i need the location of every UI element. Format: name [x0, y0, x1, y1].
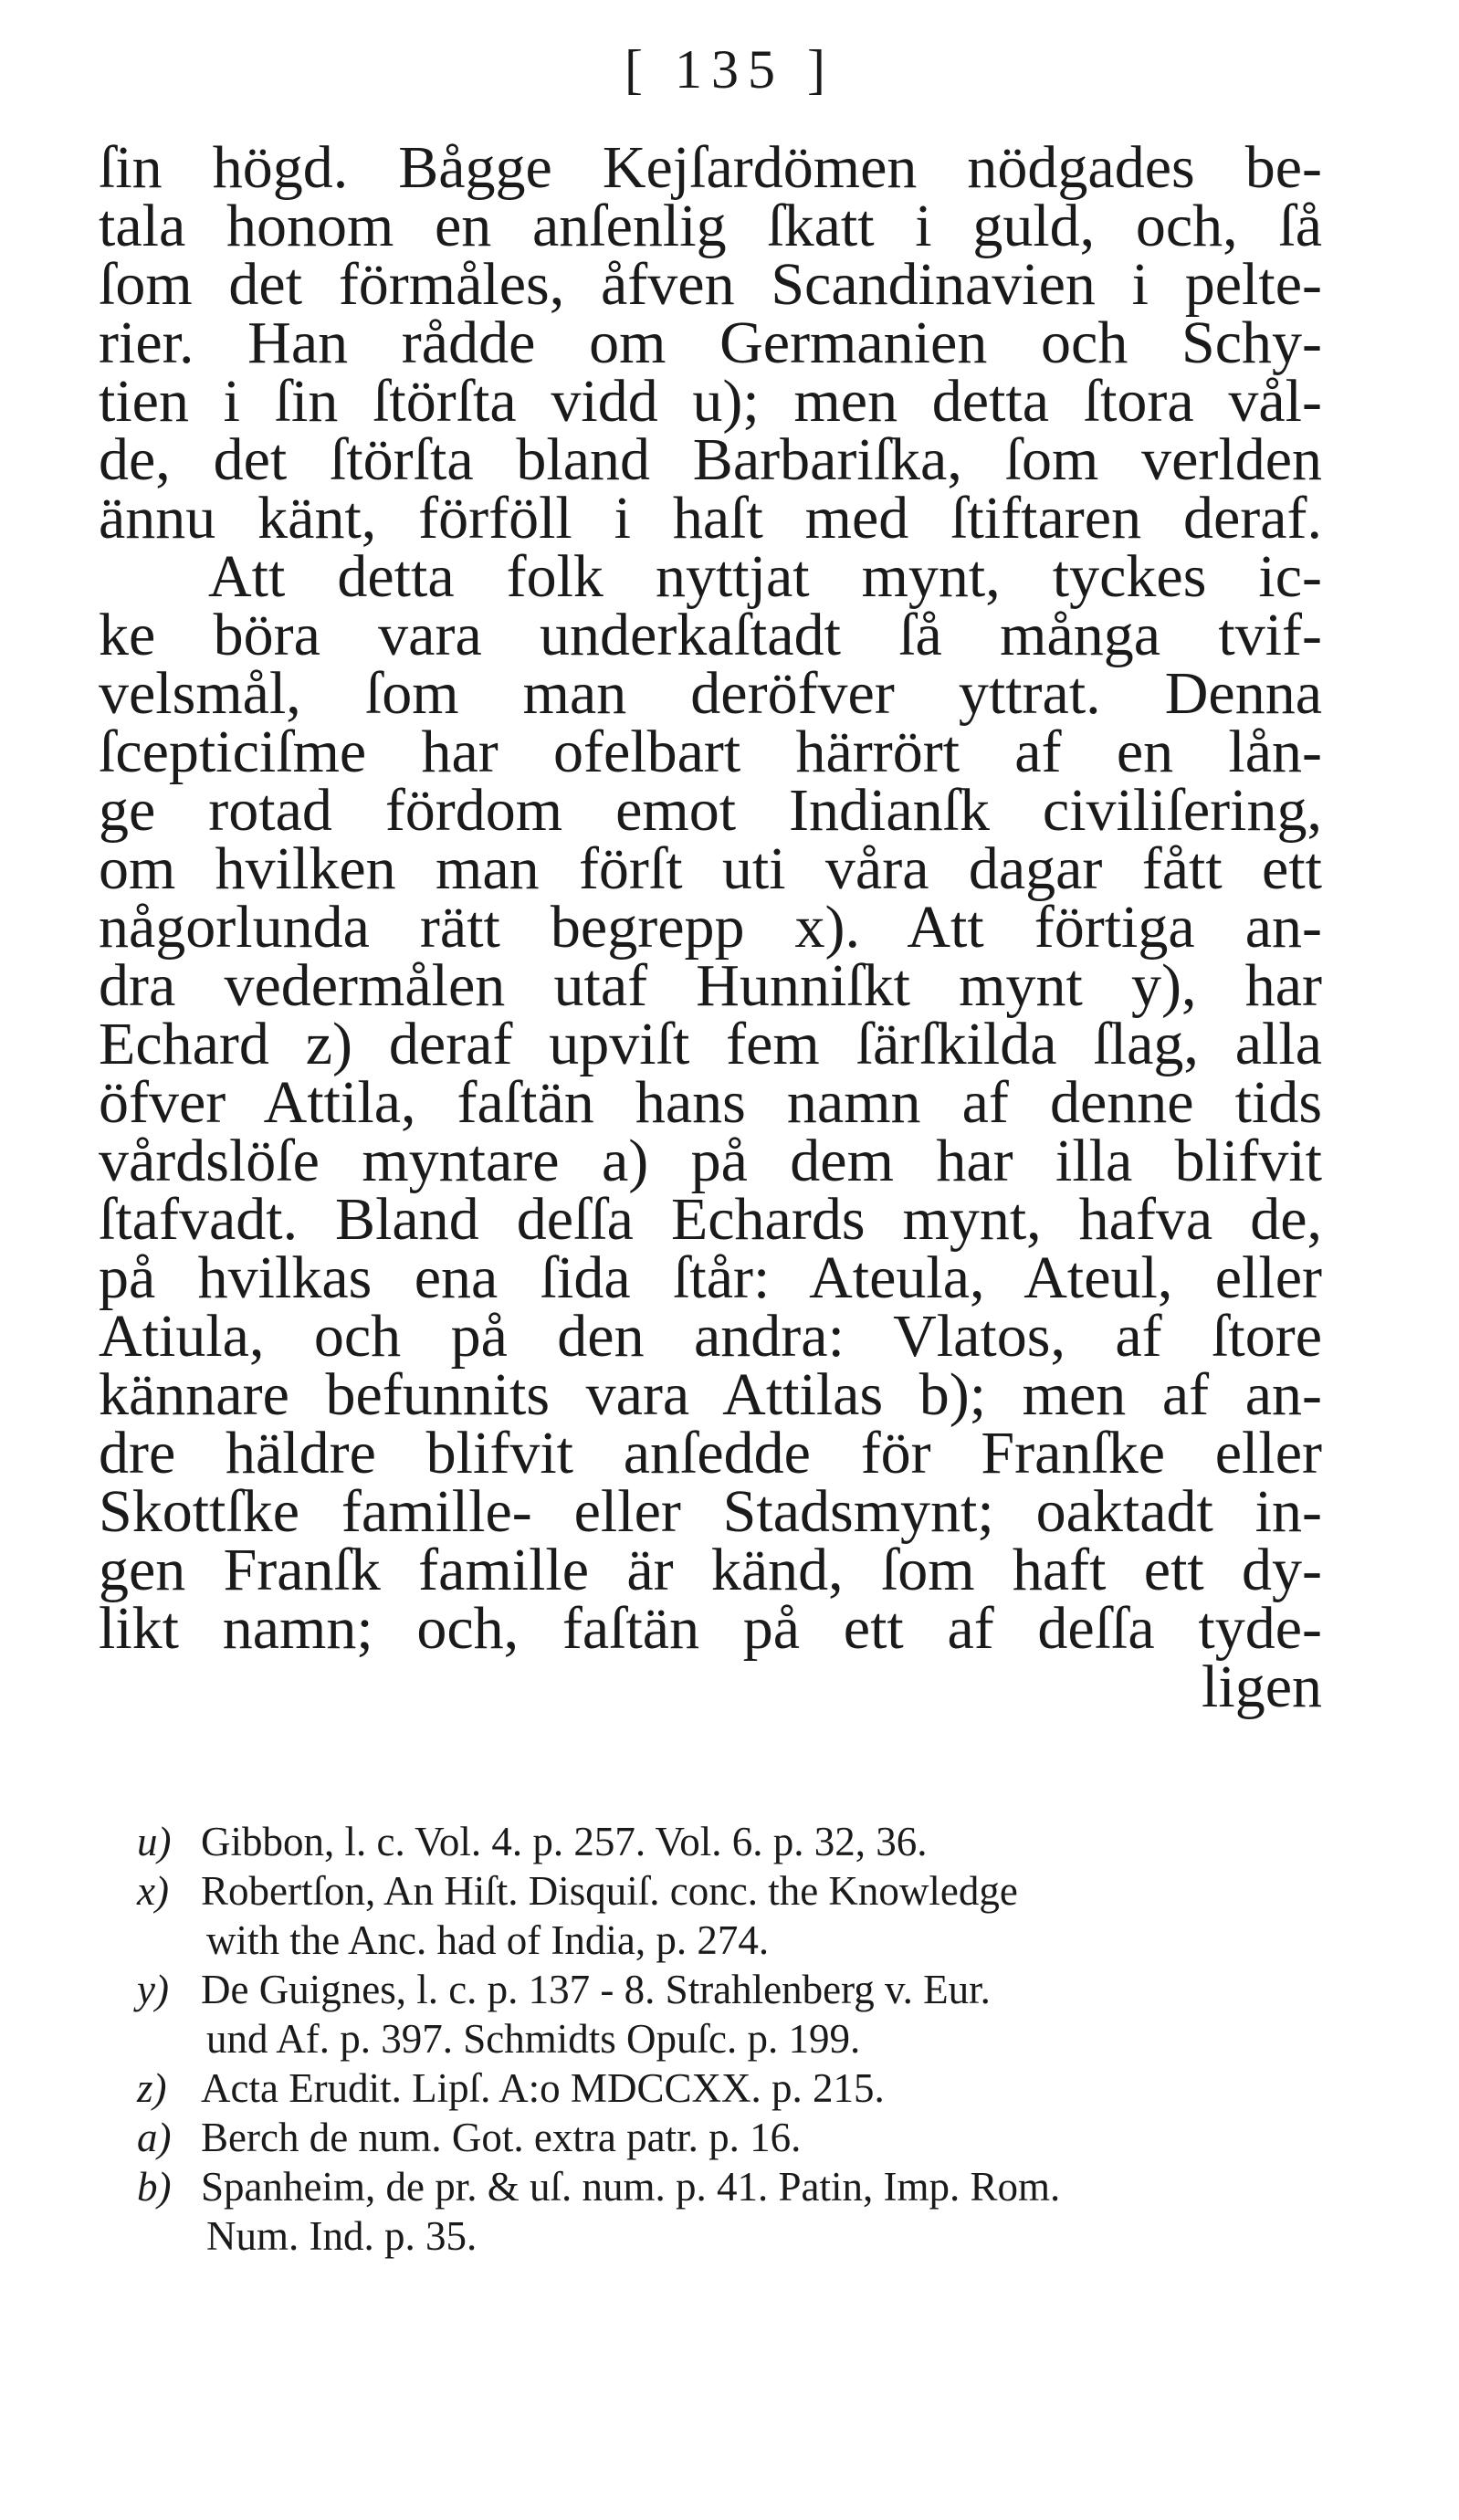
footnote-marker: a): [137, 2115, 172, 2160]
text-line: likt namn; och, faſtän på ett af deſſa tyde-: [99, 1595, 1322, 1662]
footnote-text: De Guignes, l. c. p. 137 - 8. Strahlenberg v. Eur.: [201, 1967, 991, 2012]
text-line: dra vedermålen utaf Hunniſkt mynt y), har: [99, 952, 1322, 1019]
page-number: [ 135 ]: [625, 39, 834, 100]
text-line: vårdslöſe myntare a) på dem har illa blifvit: [99, 1128, 1322, 1194]
text-line: Skottſke famille- eller Stadsmynt; oaktadt in-: [99, 1478, 1322, 1545]
catchword: ligen: [1202, 1654, 1322, 1720]
text-line: Atiula, och på den andra: Vlatos, af ſtore: [99, 1303, 1322, 1370]
text-line: ſcepticiſme har ofelbart härrört af en lån-: [99, 719, 1322, 785]
text-line: öfver Attila, faſtän hans namn af denne tids: [99, 1069, 1322, 1136]
text-line: kännare befunnits vara Attilas b); men af an-: [99, 1361, 1322, 1428]
footnote-marker: u): [137, 1819, 172, 1864]
text-line: tien i ſin ſtörſta vidd u); men detta ſtora vål-: [99, 368, 1322, 435]
text-line: ge rotad fördom emot Indianſk civiliſering,: [99, 777, 1322, 844]
footnote-marker: y): [137, 1967, 169, 2012]
text-line: ſtafvadt. Bland deſſa Echards mynt, hafva de,: [99, 1186, 1322, 1253]
main-text: [99, 134, 1322, 1720]
text-line: gen Franſk famille är känd, ſom haft ett dy-: [99, 1537, 1322, 1603]
text-line: Att detta folk nyttjat mynt, tyckes ic-: [208, 543, 1322, 610]
text-line: tala honom en anſenlig ſkatt i guld, och, ſå: [99, 193, 1322, 259]
footnote: [137, 1866, 1333, 1916]
footnote-marker: z): [137, 2065, 167, 2111]
footnote-continuation: und Af. p. 397. Schmidts Opuſc. p. 199.: [206, 2016, 861, 2062]
text-line: ſin högd. Bågge Kejſardömen nödgades be-: [99, 134, 1322, 201]
footnote-marker: b): [137, 2164, 172, 2210]
text-line: Echard z) deraf upviſt fem ſärſkilda ſlag, alla: [99, 1011, 1322, 1077]
text-line: rier. Han rådde om Germanien och Schy-: [99, 310, 1322, 376]
footnote-text: Gibbon, l. c. Vol. 4. p. 257. Vol. 6. p. 32, 36.: [201, 1819, 928, 1864]
footnote-text: Robertſon, An Hiſt. Disquiſ. conc. the Knowledge: [201, 1868, 1018, 1914]
footnote-continuation: with the Anc. had of India, p. 274.: [206, 1917, 770, 1963]
footnote: [137, 1817, 1333, 1866]
text-line: dre häldre blifvit anſedde för Franſke eller: [99, 1420, 1322, 1486]
footnote-marker: x): [137, 1868, 169, 1914]
footnote-text: Spanheim, de pr. & uſ. num. p. 41. Patin, Imp. Rom.: [201, 2164, 1061, 2210]
footnote-text: Berch de num. Got. extra patr. p. 16.: [201, 2115, 802, 2160]
footnote: [137, 2113, 1333, 2162]
footnote: [137, 2162, 1333, 2211]
footnote-text: Acta Erudit. Lipſ. A:o MDCCXX. p. 215.: [201, 2065, 885, 2111]
footnotes: [137, 1817, 1333, 2261]
text-line: någorlunda rätt begrepp x). Att förtiga an-: [99, 894, 1322, 961]
text-line: velsmål, ſom man deröfver yttrat. Denna: [99, 660, 1322, 727]
footnote: [137, 2063, 1333, 2113]
text-line: om hvilken man förſt uti våra dagar fått ett: [99, 835, 1322, 902]
text-line: ke böra vara underkaſtadt ſå många tvif-: [99, 602, 1322, 668]
text-line: de, det ſtörſta bland Barbariſka, ſom verlden: [99, 426, 1322, 493]
footnote: [137, 1965, 1333, 2014]
footnote-continuation: Num. Ind. p. 35.: [206, 2213, 478, 2259]
text-line: på hvilkas ena ſida ſtår: Ateula, Ateul, eller: [99, 1244, 1322, 1311]
text-line: ännu känt, förföll i haſt med ſtiftaren deraf.: [99, 485, 1322, 551]
text-line: ſom det förmåles, åfven Scandinavien i pelte-: [99, 251, 1322, 318]
